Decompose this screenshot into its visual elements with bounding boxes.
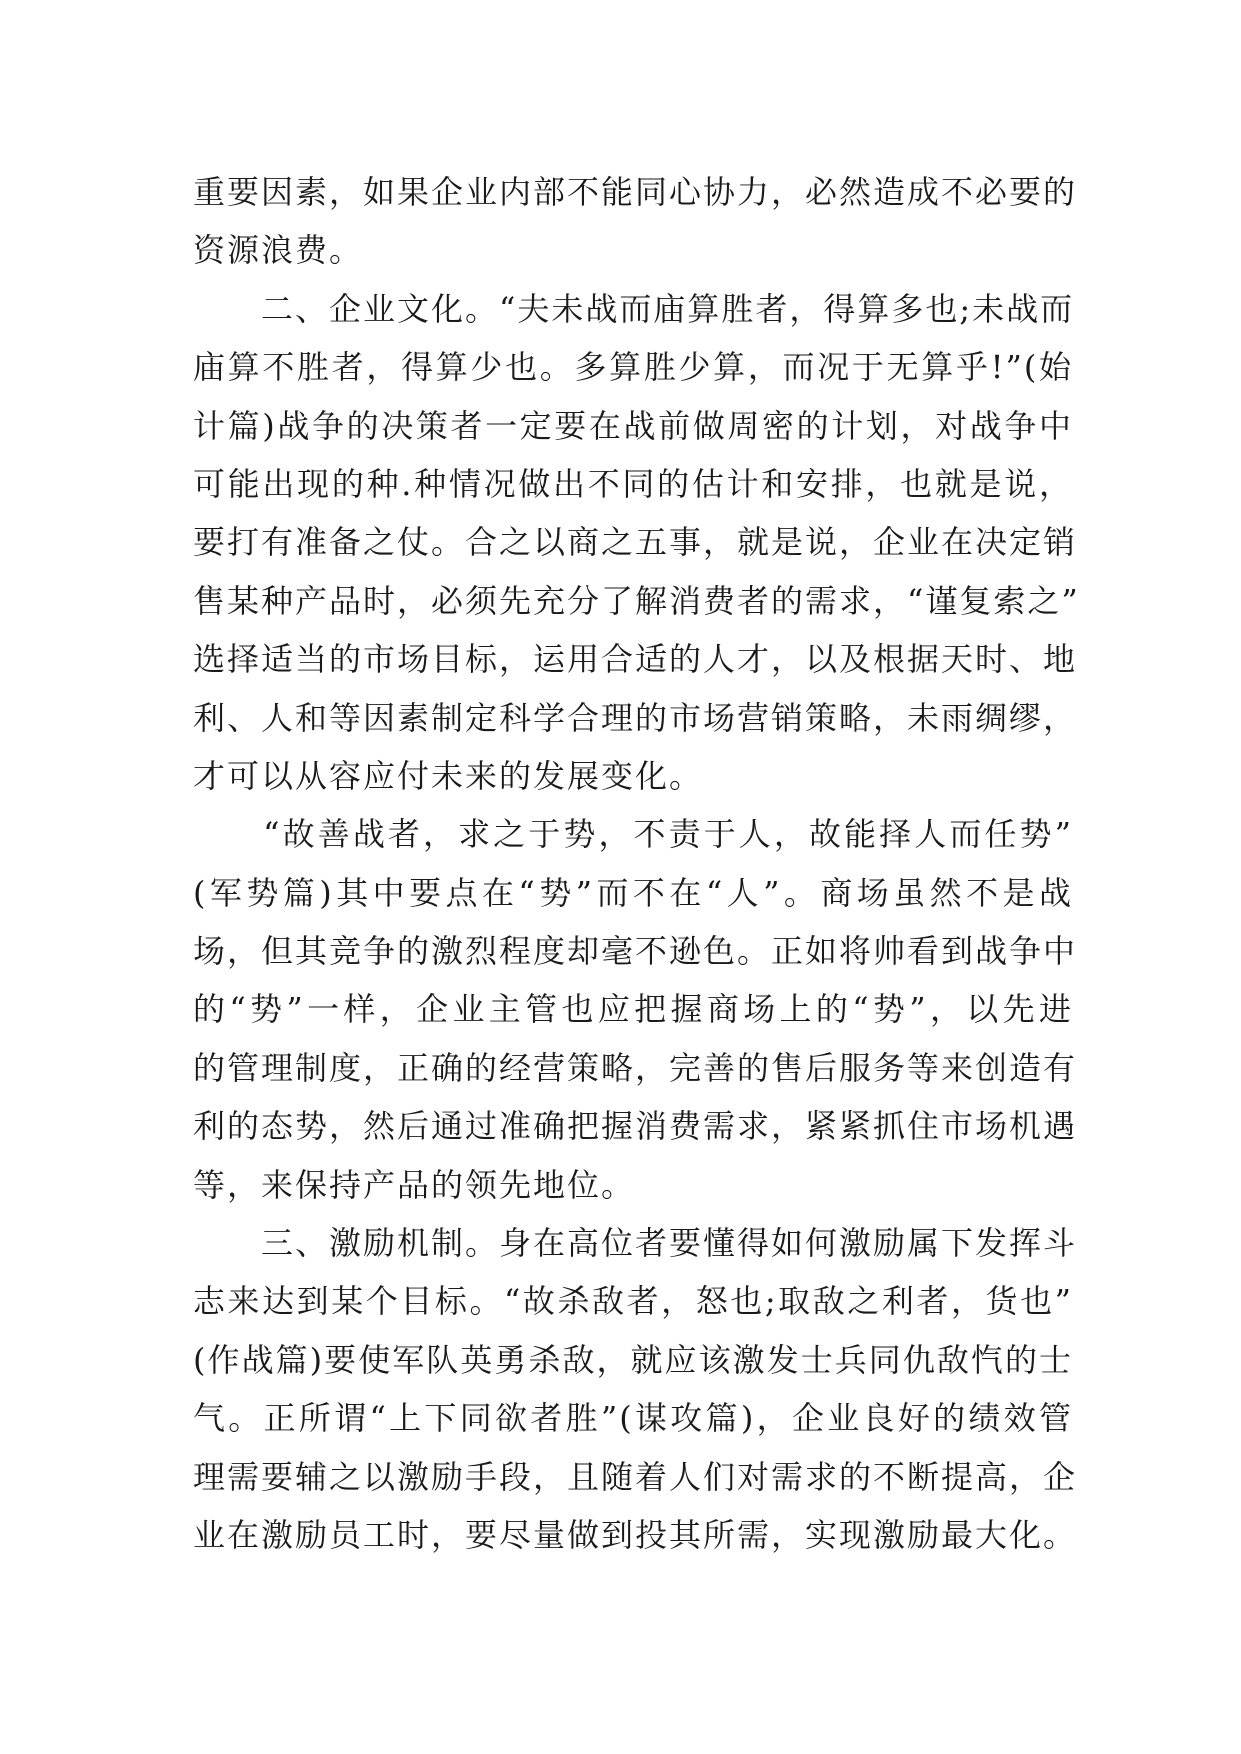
text-line: 重要因素，如果企业内部不能同心协力，必然造成不必要的 — [193, 173, 1078, 211]
text-line: 气。正所谓“上下同欲者胜”(谋攻篇)，企业良好的绩效管 — [193, 1399, 1073, 1438]
text-line: 的管理制度，正确的经营策略，完善的售后服务等来创造有 — [193, 1048, 1078, 1087]
text-line: 利、人和等因素制定科学合理的市场营销策略，未雨绸缪， — [193, 698, 1078, 737]
text-line: 才可以从容应付未来的发展变化。 — [193, 756, 704, 795]
text-line: 可能出现的种.种情况做出不同的估计和安排，也就是说， — [193, 464, 1073, 503]
text-line: (军势篇)其中要点在“势”而不在“人”。商场虽然不是战 — [193, 873, 1073, 912]
paragraph-start-line: 二、企业文化。“夫未战而庙算胜者，得算多也;未战而 — [193, 289, 1075, 328]
text-line: 计篇)战争的决策者一定要在战前做周密的计划，对战争中 — [193, 406, 1073, 445]
text-line: 场，但其竞争的激烈程度却毫不逊色。正如将帅看到战争中 — [193, 932, 1078, 971]
text-line: 售某种产品时，必须先充分了解消费者的需求，“谨复索之” — [193, 581, 1080, 620]
text-line: 等，来保持产品的领先地位。 — [193, 1165, 636, 1204]
paragraph-start-line: “故善战者，求之于势，不责于人，故能择人而任势” — [193, 815, 1073, 854]
paragraph-start-line: 三、激励机制。身在高位者要懂得如何激励属下发挥斗 — [193, 1224, 1078, 1263]
text-line: 业在激励员工时，要尽量做到投其所需，实现激励最大化。 — [193, 1515, 1078, 1554]
text-line: 选择适当的市场目标，运用合适的人才，以及根据天时、地 — [193, 640, 1078, 679]
body-text — [193, 163, 1080, 1564]
text-line: (作战篇)要使军队英勇杀敌，就应该激发士兵同仇敌忾的士 — [193, 1340, 1073, 1379]
text-line: 要打有准备之仗。合之以商之五事，就是说，企业在决定销 — [193, 523, 1078, 562]
text-line: 资源浪费。 — [193, 231, 364, 270]
text-line: 的“势”一样，企业主管也应把握商场上的“势”，以先进 — [193, 990, 1073, 1029]
text-line: 庙算不胜者，得算少也。多算胜少算，而况于无算乎!”(始 — [193, 348, 1073, 387]
text-line: 志来达到某个目标。“故杀敌者，怒也;取敌之利者，货也” — [193, 1282, 1073, 1321]
text-line: 理需要辅之以激励手段，且随着人们对需求的不断提高，企 — [193, 1457, 1078, 1496]
text-line: 利的态势，然后通过准确把握消费需求，紧紧抓住市场机遇 — [193, 1107, 1078, 1146]
